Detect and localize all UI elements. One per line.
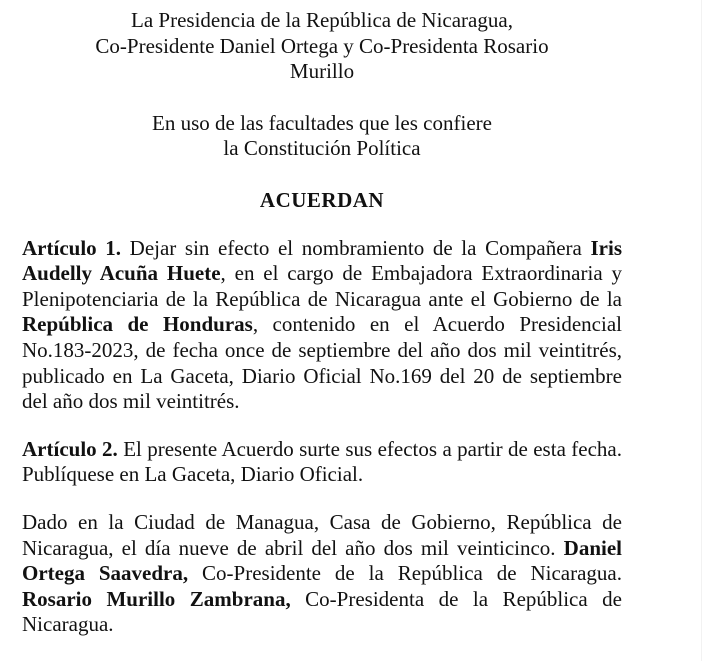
faculties-block [22, 111, 622, 162]
closing-text-c: Co-Presidenta de la República de Nicaragua. [22, 586, 622, 637]
article-2 [22, 437, 622, 488]
issuer-block [22, 8, 622, 85]
article-1-text-b: , en el cargo de Embajadora Extraordinaria y Plenipotenciaria de la República de Nicaragua ante el Gobierno de la [22, 261, 622, 311]
issuer-line-1: La Presidencia de la República de Nicaragua, [131, 8, 513, 32]
closing-text-a: Dado en la Ciudad de Managua, Casa de Gobierno, República de Nicaragua, el día nueve de abril del año dos mil veinticinco. [22, 509, 622, 560]
issuer-line-2: Co-Presidente Daniel Ortega y Co-Presidenta Rosario [95, 33, 549, 58]
ambassador-name: Iris Audelly Acuña Huete [22, 235, 622, 286]
article-1-label: Artículo 1. [22, 235, 122, 260]
resolution-heading: ACUERDAN [259, 187, 385, 212]
article-2-text: El presente Acuerdo surte sus efectos a partir de esta fecha. Publíquese en La Gaceta, Diario Oficial. [22, 436, 622, 487]
article-2-label: Artículo 2. [22, 436, 118, 461]
host-country: República de Honduras [22, 312, 253, 337]
decree-document [22, 8, 622, 638]
article-1-text-c: , contenido en el Acuerdo Presidencial No.183-2023, de fecha once de septiembre del año dos mil veintitrés, publicado en La Gaceta, Diario Oficial No.169 del 20 de septiembre del año dos mil veintitrés. [22, 312, 622, 414]
signatory-1: Daniel Ortega Saavedra, [22, 535, 622, 586]
closing-paragraph [22, 510, 622, 638]
faculties-line-1: En uso de las facultades que les confiere [152, 110, 492, 135]
closing-text-b: Co-Presidente de la República de Nicaragua. [188, 561, 622, 586]
signatory-2: Rosario Murillo Zambrana, [22, 586, 291, 611]
faculties-line-2: la Constitución Política [223, 136, 421, 161]
article-1 [22, 236, 622, 415]
issuer-line-3: Murillo [289, 59, 355, 84]
article-1-text-a: Dejar sin efecto el nombramiento de la Compañera [121, 235, 591, 260]
